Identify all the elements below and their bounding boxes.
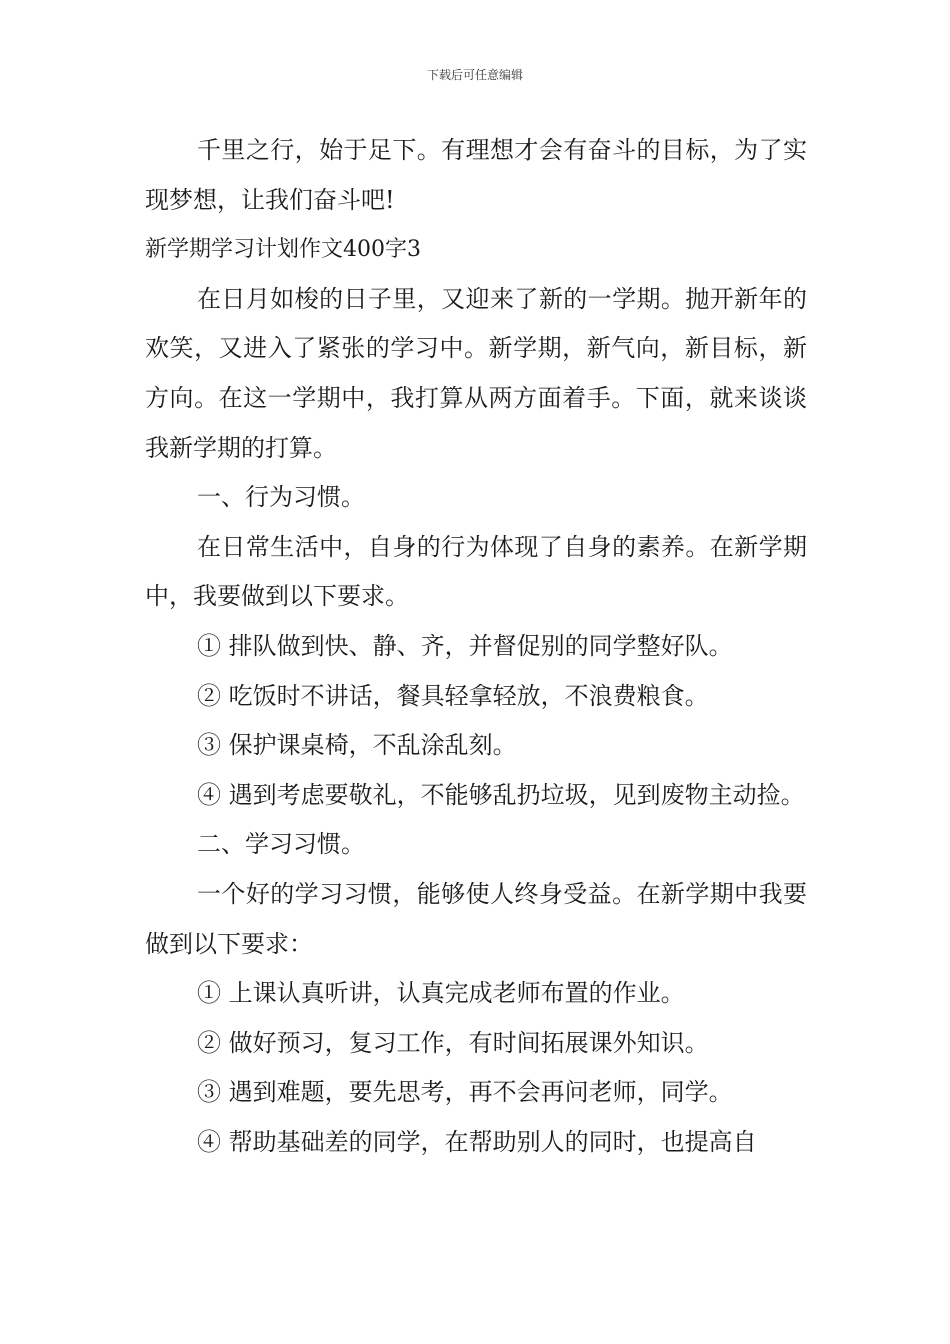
list-item: ② 做好预习，复习工作，有时间拓展课外知识。 — [197, 1028, 709, 1057]
paragraph-opening: 在日月如梭的日子里，又迎来了新的一学期。抛开新年的欢笑，又进入了紧张的学习中。新学期，新气向，新目标，新方向。在这一学期中，我打算从两方面着手。下面，就来谈谈我新学期的打算。 — [145, 284, 807, 462]
list-item: ① 上课认真听讲，认真完成老师布置的作业。 — [197, 979, 685, 1008]
document-body — [145, 126, 807, 1167]
list-item: ④ 帮助基础差的同学，在帮助别人的同时，也提高自 — [197, 1127, 757, 1156]
section-heading-behavior: 一、行为习惯。 — [197, 483, 365, 512]
page-header: 下载后可任意编辑 — [426, 68, 523, 82]
paragraph-study: 一个好的学习习惯，能够使人终身受益。在新学期中我要做到以下要求： — [145, 879, 807, 958]
paragraph-behavior: 在日常生活中，自身的行为体现了自身的素养。在新学期中，我要做到以下要求。 — [145, 532, 807, 611]
list-item: ③ 保护课桌椅，不乱涂乱刻。 — [197, 731, 517, 760]
list-item: ③ 遇到难题，要先思考，再不会再问老师，同学。 — [197, 1078, 733, 1107]
section-title: 新学期学习计划作文400字3 — [145, 237, 421, 263]
list-item: ② 吃饭时不讲话，餐具轻拿轻放，不浪费粮食。 — [197, 681, 709, 710]
paragraph-intro: 千里之行，始于足下。有理想才会有奋斗的目标，为了实现梦想，让我们奋斗吧! — [145, 136, 807, 214]
section-heading-study: 二、学习习惯。 — [197, 830, 365, 859]
list-item: ④ 遇到考虑要敬礼，不能够乱扔垃圾，见到废物主动捡。 — [197, 780, 805, 809]
list-item: ① 排队做到快、静、齐，并督促别的同学整好队。 — [197, 631, 733, 660]
